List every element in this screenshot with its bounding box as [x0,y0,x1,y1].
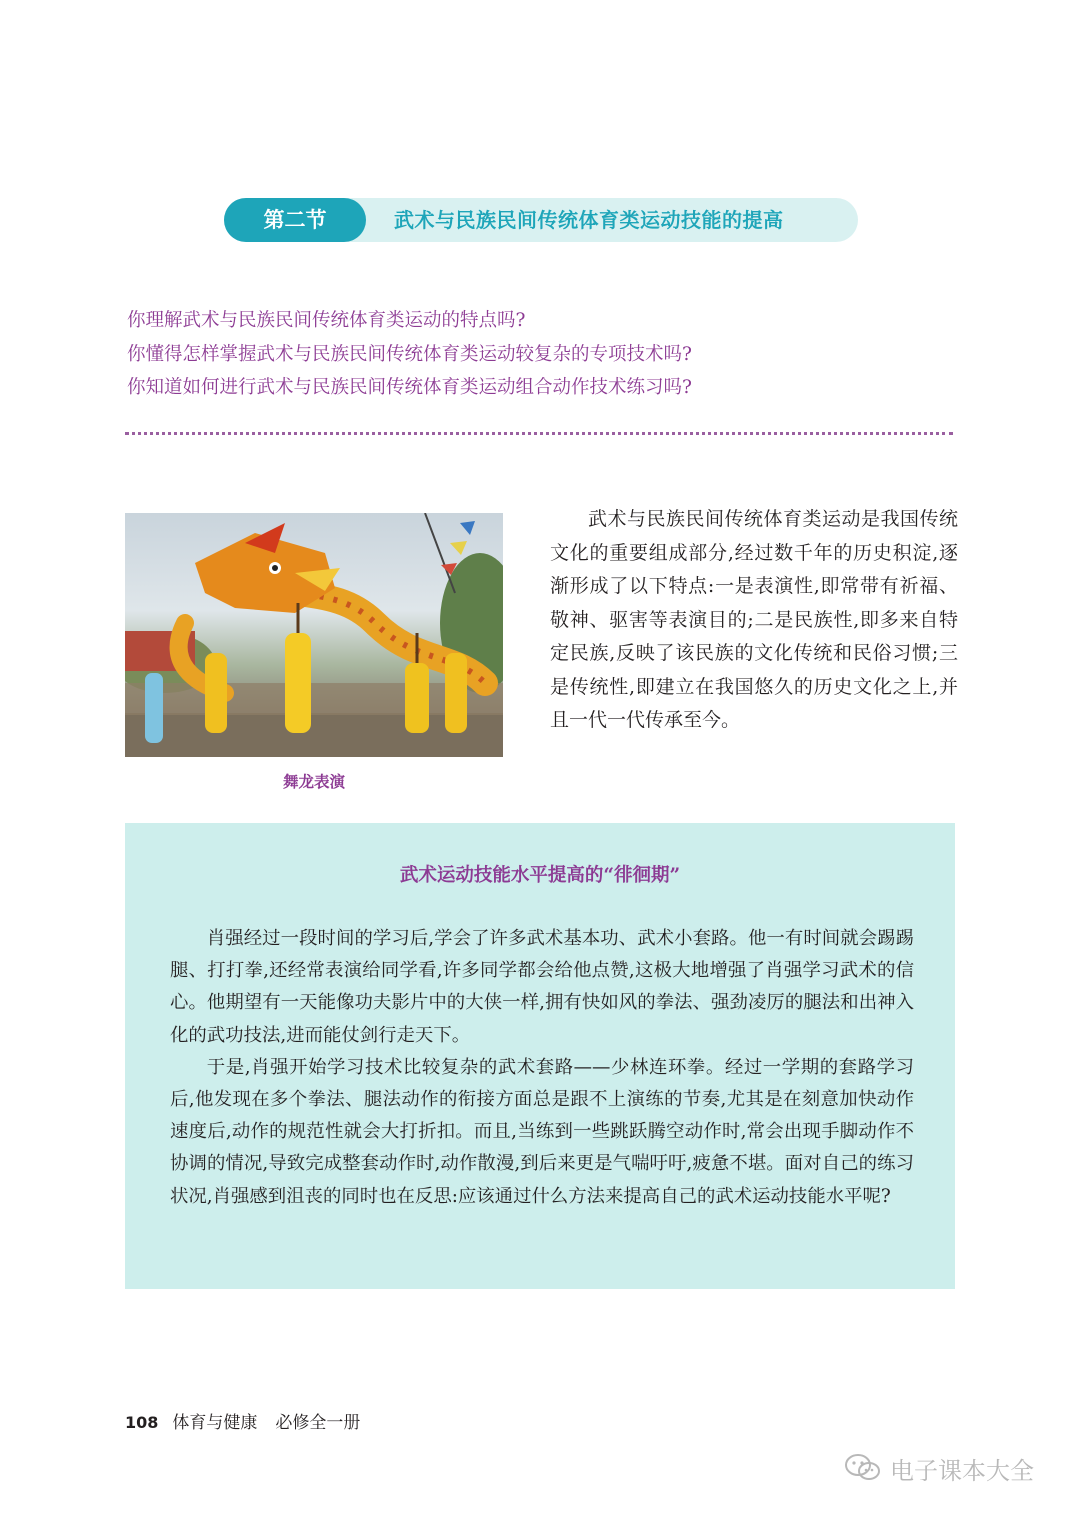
guiding-questions [127,304,947,405]
case-study-box [125,823,955,1289]
dragon-dance-photo [125,513,503,757]
page-number: 108 [125,1413,159,1432]
wechat-icon [844,1453,882,1483]
section-number: 第二节 [224,198,366,242]
question-2: 你懂得怎样掌握武术与民族民间传统体育类运动较复杂的专项技术吗? [127,343,692,365]
volume-label: 必修全一册 [275,1413,361,1433]
intro-paragraph [550,503,958,738]
case-paragraph-2: 于是,肖强开始学习技术比较复杂的武术套路——少林连环拳。经过一学期的套路学习后,他发现在多个拳法、腿法动作的衔接方面总是跟不上演练的节奏,尤其是在刻意加快动作速度后,动作的规范性就会大打折扣。而且,当练到一些跳跃腾空动作时,常会出现手脚动作不协调的情况,导致完成整套动作时,动作散漫,到后来更是气喘吁吁,疲惫不堪。面对自己的练习状况,肖强感到沮丧的同时也在反思:应该通过什么方法来提高自己的武术运动技能水平呢? [170,1056,914,1207]
section-title: 武术与民族民间传统体育类运动技能的提高 [394,208,784,232]
case-body [170,923,914,1213]
case-paragraph-1: 肖强经过一段时间的学习后,学会了许多武术基本功、武术小套路。他一有时间就会踢踢腿、打打拳,还经常表演给同学看,许多同学都会给他点赞,这极大地增强了肖强学习武术的信心。他期望有一天能像功夫影片中的大侠一样,拥有快如风的拳法、强劲凌厉的腿法和出神入化的武功技法,进而能仗剑行走天下。 [170,928,914,1046]
case-title: 武术运动技能水平提高的“徘徊期” [399,865,681,886]
dragon-dance-illustration [125,513,503,757]
intro-text: 武术与民族民间传统体育类运动是我国传统文化的重要组成部分,经过数千年的历史积淀,逐渐形成了以下特点:一是表演性,即常带有祈福、敬神、驱害等表演目的;二是民族性,即多来自特定民族,反映了该民族的文化传统和民俗习惯;三是传统性,即建立在我国悠久的历史文化之上,并且一代一代传承至今。 [550,508,958,731]
watermark-text: 电子课本大全 [890,1456,1034,1485]
section-heading [224,198,858,242]
question-1: 你理解武术与民族民间传统体育类运动的特点吗? [127,310,526,331]
book-title: 体育与健康 [172,1413,258,1433]
page-footer [125,1408,360,1433]
photo-caption: 舞龙表演 [282,772,345,791]
question-3: 你知道如何进行武术与民族民间传统体育类运动组合动作技术练习吗? [127,377,692,398]
dotted-divider [125,432,953,435]
watermark [844,1450,1034,1486]
